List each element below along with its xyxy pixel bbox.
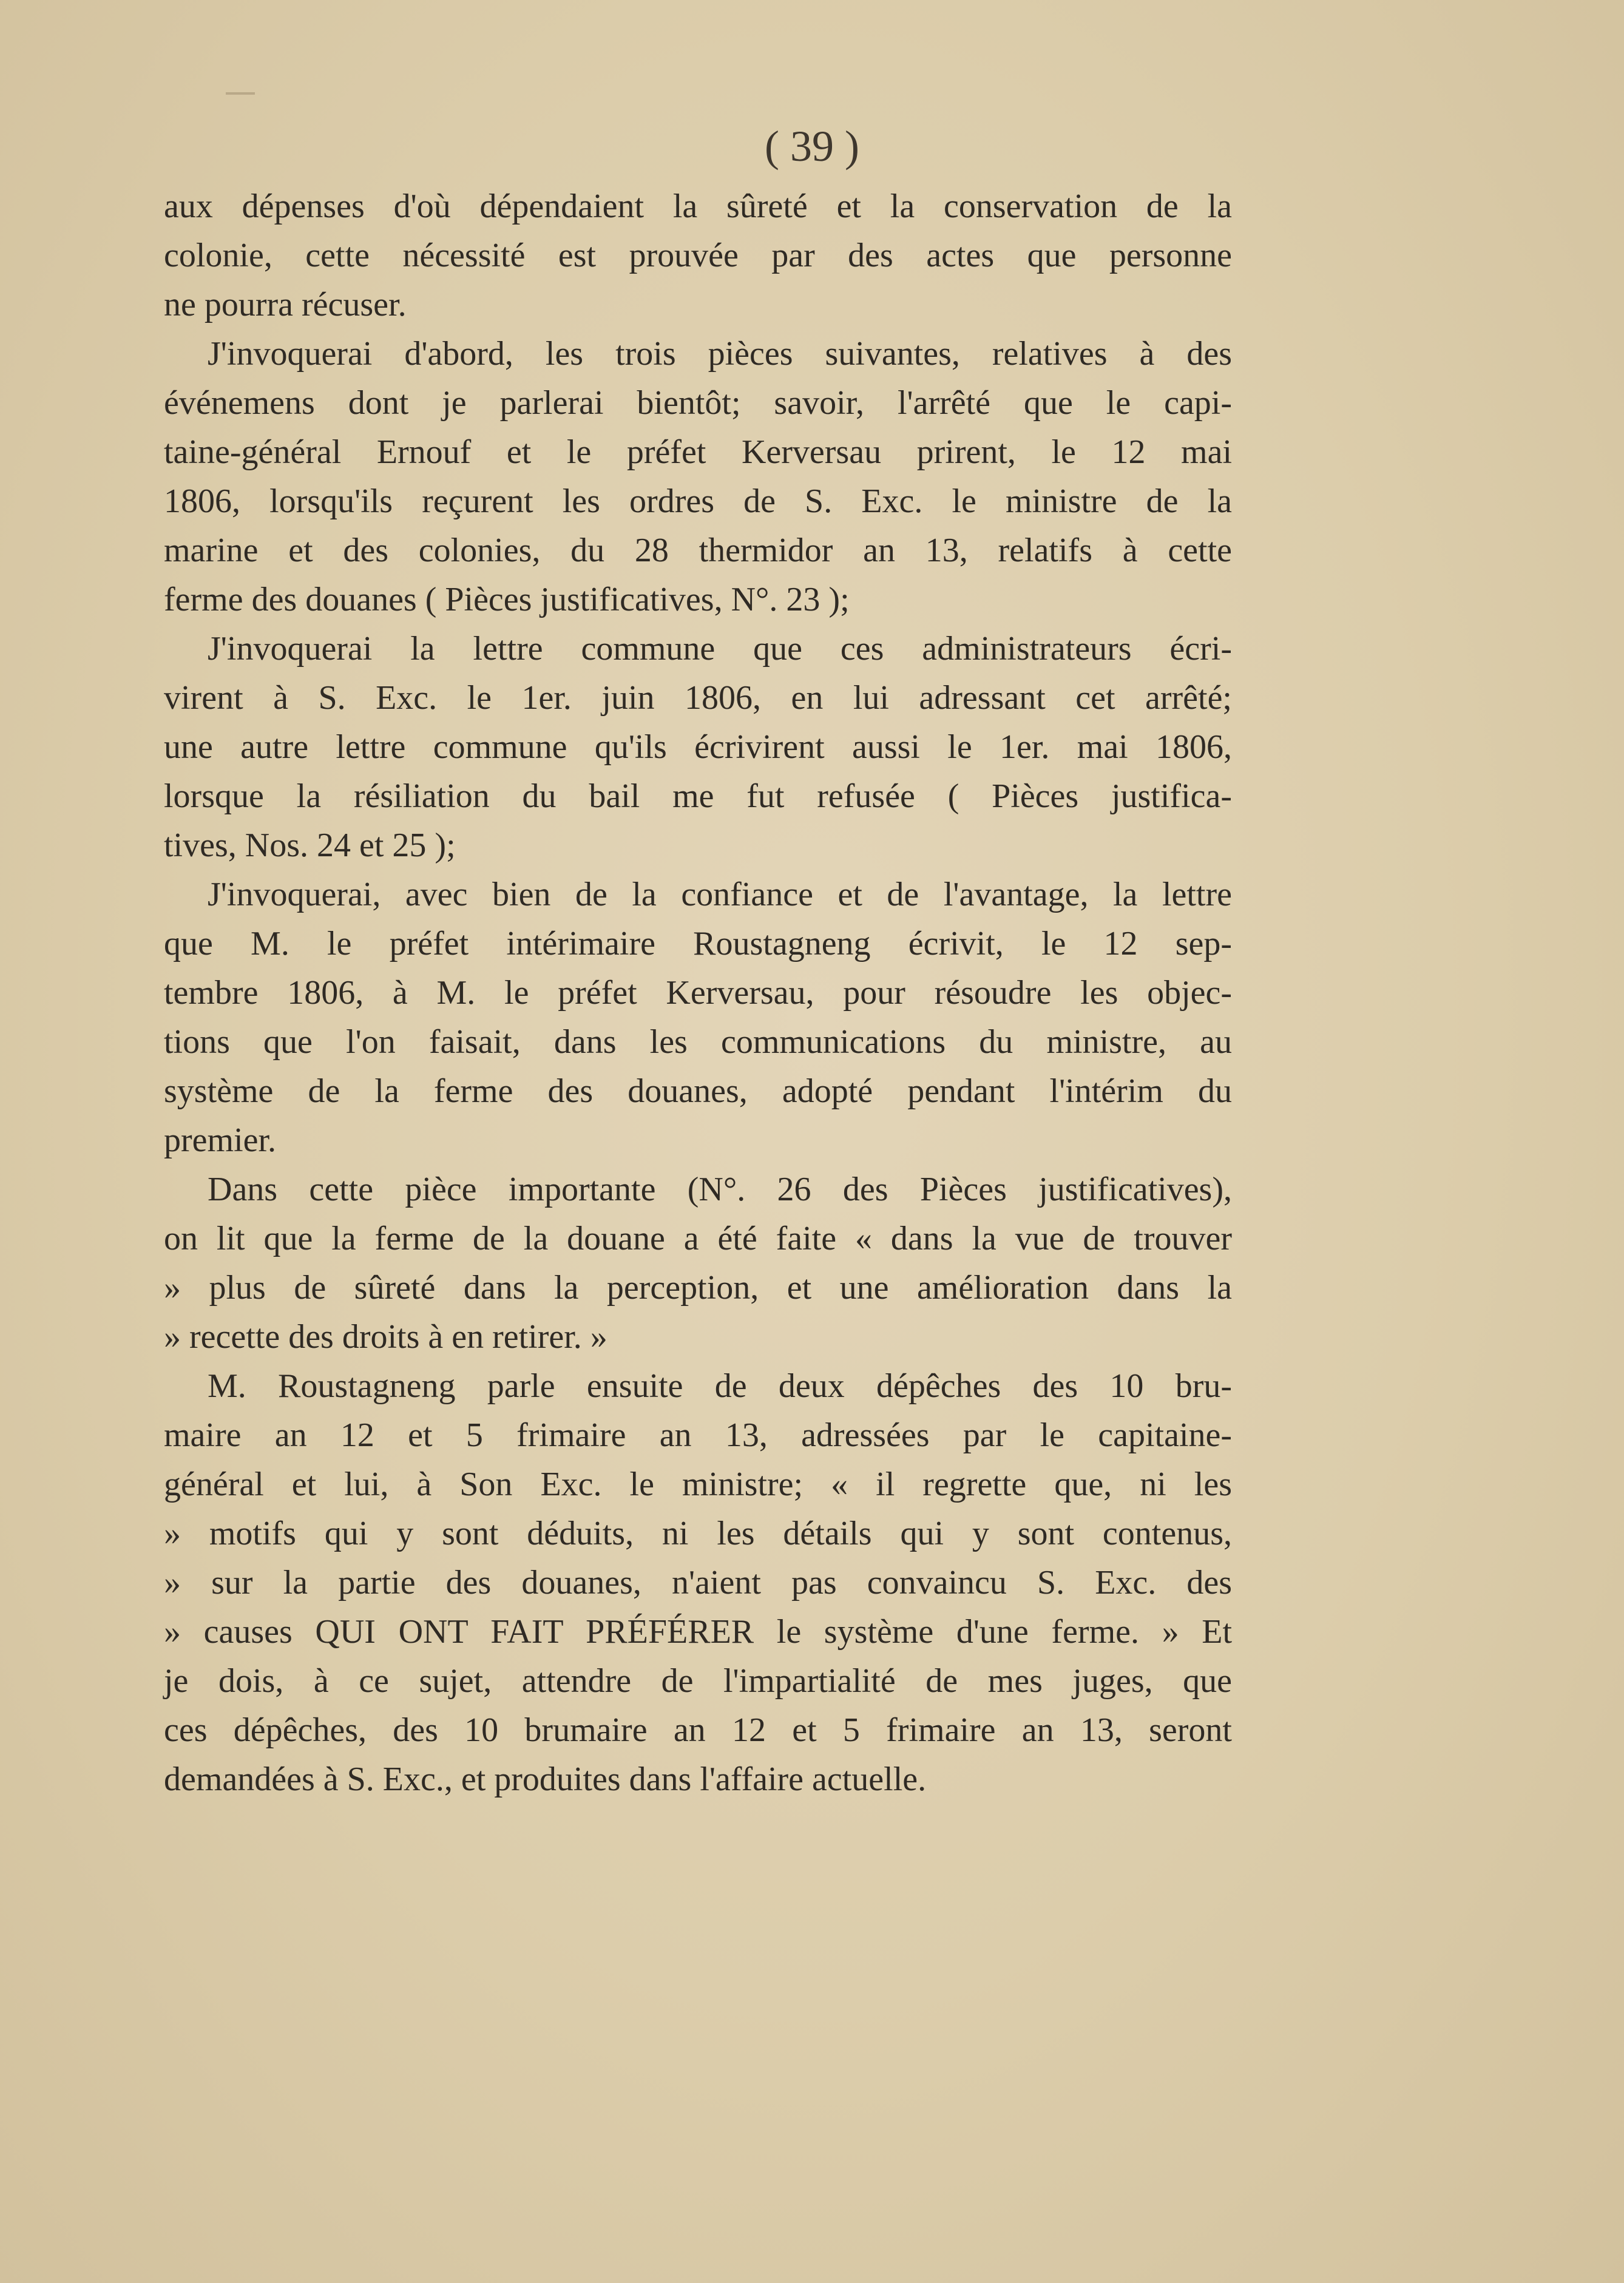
text-line: marine et des colonies, du 28 thermidor an 13, relatifs à cette <box>164 532 1232 569</box>
text-line: M. Roustagneng parle ensuite de deux dépêches des 10 bru- <box>208 1367 1232 1405</box>
body-text <box>164 182 1232 1804</box>
text-line: J'invoquerai d'abord, les trois pièces suivantes, relatives à des <box>208 335 1232 373</box>
text-line: maire an 12 et 5 frimaire an 13, adressées par le capitaine- <box>164 1416 1232 1454</box>
text-line: tembre 1806, à M. le préfet Kerversau, pour résoudre les objec- <box>164 974 1232 1012</box>
page-number: ( 39 ) <box>765 122 859 171</box>
text-line: ne pourra récuser. <box>164 286 407 323</box>
text-line: » causes QUI ONT FAIT PRÉFÉRER le système d'une ferme. » Et <box>164 1613 1232 1651</box>
text-line: système de la ferme des douanes, adopté pendant l'intérim du <box>164 1072 1232 1110</box>
text-line: colonie, cette nécessité est prouvée par des actes que personne <box>164 237 1232 274</box>
text-line: tives, Nos. 24 et 25 ); <box>164 827 456 864</box>
text-line: tions que l'on faisait, dans les communications du ministre, au <box>164 1023 1232 1061</box>
text-line: Dans cette pièce importante (N°. 26 des Pièces justificatives), <box>208 1171 1232 1208</box>
text-line: demandées à S. Exc., et produites dans l'affaire actuelle. <box>164 1760 927 1798</box>
text-line: » motifs qui y sont déduits, ni les détails qui y sont contenus, <box>164 1515 1232 1552</box>
text-line: virent à S. Exc. le 1er. juin 1806, en lui adressant cet arrêté; <box>164 679 1232 717</box>
text-line: général et lui, à Son Exc. le ministre; « il regrette que, ni les <box>164 1466 1232 1503</box>
text-line: événemens dont je parlerai bientôt; savoir, l'arrêté que le capi- <box>164 384 1232 422</box>
text-line: ferme des douanes ( Pièces justificatives, N°. 23 ); <box>164 581 850 618</box>
text-line: que M. le préfet intérimaire Roustagneng écrivit, le 12 sep- <box>164 925 1232 962</box>
text-line: » sur la partie des douanes, n'aient pas convaincu S. Exc. des <box>164 1564 1232 1601</box>
text-line: 1806, lorsqu'ils reçurent les ordres de S. Exc. le ministre de la <box>164 482 1232 520</box>
text-line: J'invoquerai, avec bien de la confiance et de l'avantage, la lettre <box>208 876 1232 913</box>
text-line: premier. <box>164 1121 277 1159</box>
text-line: aux dépenses d'où dépendaient la sûreté et la conservation de la <box>164 188 1232 225</box>
ink-mark <box>226 92 255 95</box>
text-line: » plus de sûreté dans la perception, et une amélioration dans la <box>164 1269 1232 1307</box>
text-line: je dois, à ce sujet, attendre de l'impartialité de mes juges, que <box>164 1662 1232 1700</box>
text-line: une autre lettre commune qu'ils écrivirent aussi le 1er. mai 1806, <box>164 728 1232 766</box>
text-line: » recette des droits à en retirer. » <box>164 1318 607 1356</box>
text-line: on lit que la ferme de la douane a été faite « dans la vue de trouver <box>164 1220 1232 1257</box>
text-line: taine-général Ernouf et le préfet Kerversau prirent, le 12 mai <box>164 433 1232 471</box>
text-line: ces dépêches, des 10 brumaire an 12 et 5 frimaire an 13, seront <box>164 1711 1232 1749</box>
text-line: J'invoquerai la lettre commune que ces administrateurs écri- <box>208 630 1232 668</box>
text-line: lorsque la résiliation du bail me fut refusée ( Pièces justifica- <box>164 777 1232 815</box>
